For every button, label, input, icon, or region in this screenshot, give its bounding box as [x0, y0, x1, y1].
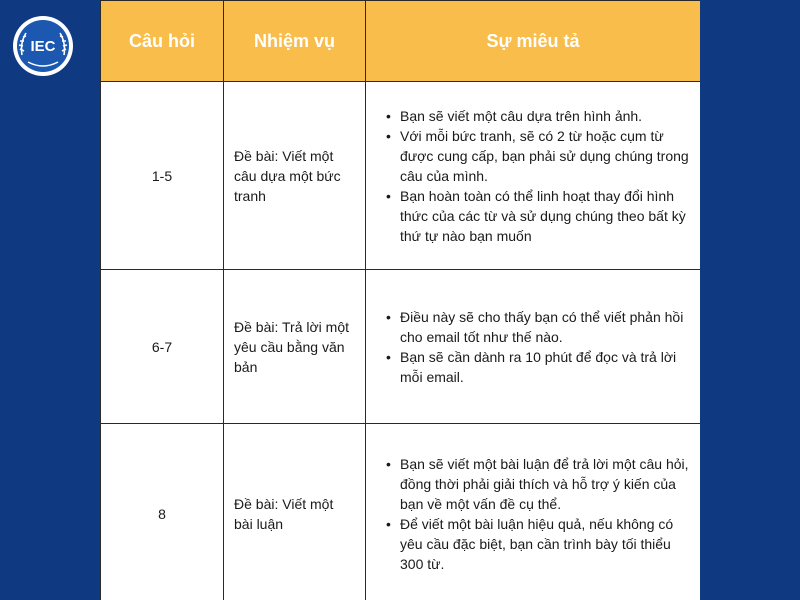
table-row [101, 82, 701, 270]
table-row [101, 270, 701, 424]
cell-description [366, 424, 701, 600]
cell-question: 6-7 [101, 270, 224, 424]
cell-description [366, 82, 701, 270]
list-item: • Bạn sẽ viết một câu dựa trên hình ảnh. [400, 106, 690, 126]
header-description: Sự miêu tả [366, 1, 701, 82]
cell-question: 1-5 [101, 82, 224, 270]
iec-logo [12, 15, 74, 77]
cell-description [366, 270, 701, 424]
cell-question: 8 [101, 424, 224, 600]
table-header-row [101, 1, 701, 82]
cell-task: Đề bài: Viết một bài luận [224, 424, 366, 600]
list-item: • Với mỗi bức tranh, sẽ có 2 từ hoặc cụm từ được cung cấp, bạn phải sử dụng chúng trong câu của mình. [400, 126, 690, 186]
list-item: • Bạn hoàn toàn có thể linh hoạt thay đổi hình thức của các từ và sử dụng chúng theo bất kỳ thứ tự nào bạn muốn [400, 186, 690, 246]
description-list [380, 106, 690, 246]
list-item: • Bạn sẽ cần dành ra 10 phút để đọc và trả lời mỗi email. [400, 347, 690, 387]
description-list [380, 454, 690, 574]
list-item: • Để viết một bài luận hiệu quả, nếu không có yêu cầu đặc biệt, bạn cần trình bày tối thiểu 300 từ. [400, 514, 690, 574]
cell-task: Đề bài: Trả lời một yêu cầu bằng văn bản [224, 270, 366, 424]
cell-task: Đề bài: Viết một câu dựa một bức tranh [224, 82, 366, 270]
description-list [380, 307, 690, 387]
list-item: • Bạn sẽ viết một bài luận để trả lời một câu hỏi, đồng thời phải giải thích và hỗ trợ ý kiến của bạn về một vấn đề cụ thể. [400, 454, 690, 514]
list-item: • Điều này sẽ cho thấy bạn có thể viết phản hồi cho email tốt như thế nào. [400, 307, 690, 347]
header-task: Nhiệm vụ [224, 1, 366, 82]
logo-text: IEC [30, 38, 56, 55]
table-row [101, 424, 701, 600]
comparison-table [100, 0, 700, 600]
header-question: Câu hỏi [101, 1, 224, 82]
